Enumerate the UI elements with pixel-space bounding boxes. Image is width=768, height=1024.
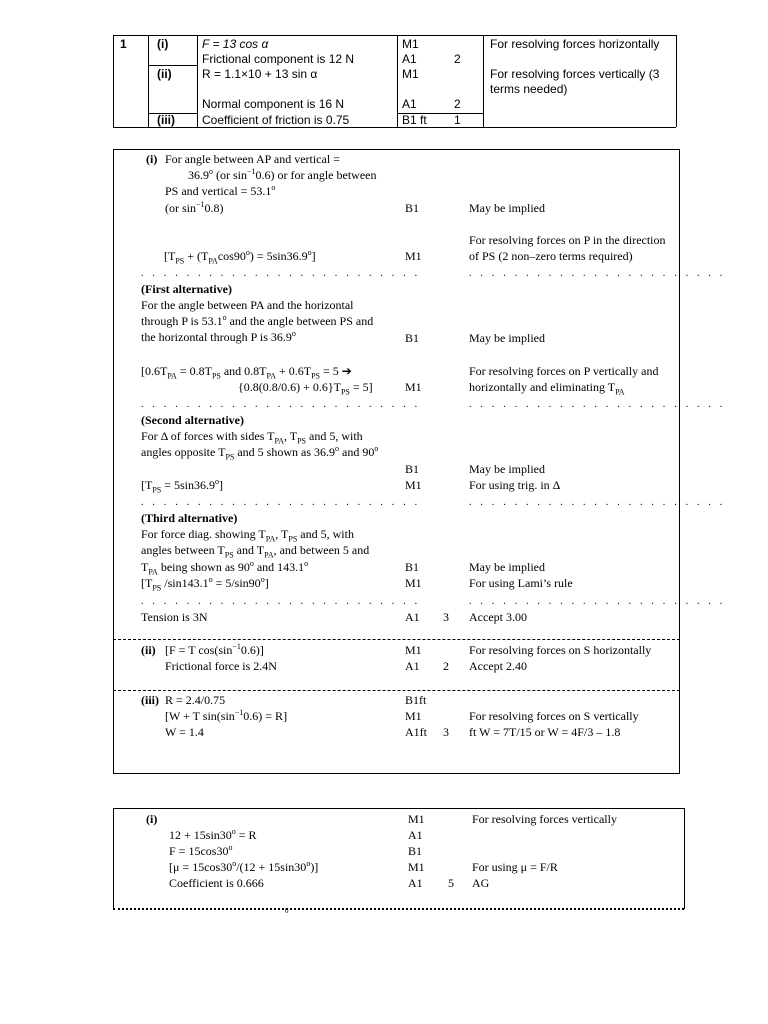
mark-code: M1 [405, 478, 422, 492]
mark-code: B1 [405, 201, 420, 215]
working-line: [F = T $\cos(\sin^{-1}0.6)$] [165, 642, 264, 657]
working-line: F = 13 cos α [202, 37, 269, 51]
stray-mark: 0 [285, 907, 289, 915]
dotted-separator: . . . . . . . . . . . . . . . . . . . . . . . [469, 497, 726, 508]
working-line: $12 + 15\sin 30^o = R$ [169, 827, 257, 842]
working-line: PS and vertical = $53.1^o$ [165, 183, 276, 198]
mark-code: B1 ft [402, 113, 427, 127]
working-line: R = 2.4/0.75 [165, 693, 226, 707]
working-line: For Δ of forces with sides $T_{PA}$, $T_{PS}$ and 5, with [141, 429, 363, 446]
mark-code: M1 [408, 860, 425, 874]
comment: May be implied [469, 462, 545, 476]
part-label-iii: (iii) [141, 693, 159, 707]
mark-code: M1 [408, 812, 425, 826]
working-line: angles opposite $T_{PS}$ and 5 shown as 36.9$^o$ and 90$^o$ [141, 444, 379, 462]
question-number: 1 [120, 37, 127, 51]
mark-code: M1 [402, 67, 419, 81]
working-line: For force diag. showing $T_{PA}$, $T_{PS}$ and 5, with [141, 527, 354, 544]
mark-code: A1ft [405, 725, 427, 739]
mark-code: M1 [405, 576, 422, 590]
mark-code: B1 [405, 462, 420, 476]
working-line: $[\mu = 15\cos 30^o/(12 + 15\sin 30^o)]$ [169, 859, 319, 874]
comment: For resolving forces on S vertically [469, 709, 639, 723]
mark-code: A1 [405, 610, 420, 624]
part-label-i: (i) [146, 812, 158, 826]
working-line: $\{0.8(0.8/0.6) + 0.6\}T_{PS} = 5$] [238, 380, 373, 397]
alternative-heading: (Second alternative) [141, 413, 244, 427]
mark-code: A1 [402, 97, 417, 111]
comment: For resolving forces horizontally [490, 37, 660, 51]
comment: May be implied [469, 331, 545, 345]
working-line: $F = 15\cos 30^o$ [169, 843, 233, 858]
comment: May be implied [469, 201, 545, 215]
dotted-separator: . . . . . . . . . . . . . . . . . . . . . . . . . [141, 497, 421, 508]
working-line: R = 1.1×10 + 13 sin α [202, 67, 318, 81]
mark-code: B1 [408, 844, 423, 858]
comment: Accept 3.00 [469, 610, 527, 624]
part-label-ii: (ii) [141, 643, 156, 657]
working-line: For angle between AP and vertical = [165, 152, 340, 166]
mark-code: B1 [405, 560, 420, 574]
mark-total: 3 [443, 725, 449, 739]
mark-code: A1 [408, 876, 423, 890]
comment: For using Lami’s rule [469, 576, 573, 590]
working-line: Coefficient of friction is 0.75 [202, 113, 350, 127]
working-line: $T_{PA}$ being shown as 90$^o$ and 143.1$^o$ [141, 559, 309, 577]
mark-code: M1 [405, 249, 422, 263]
alternative-heading: (Third alternative) [141, 511, 238, 525]
working-line: [$0.6T_{PA} = 0.8T_{PS}$ and $0.8T_{PA} + 0.6T_{PS} = 5$ ➔ [141, 364, 352, 381]
mark-code: A1 [408, 828, 423, 842]
working-line: through P is 53.1$^o$ and the angle between PS and [141, 313, 374, 328]
working-line: Frictional component is 12 N [202, 52, 355, 66]
mark-total: 3 [443, 610, 449, 624]
part-label-i: (i) [157, 37, 169, 51]
mark-total: 5 [448, 876, 454, 890]
comment: horizontally and eliminating $T_{PA}$ [469, 380, 625, 397]
mark-code: B1 [405, 331, 420, 345]
working-line: [$T_{PS}$ $/\sin 143.1^o = 5/\sin 90^o$] [141, 575, 269, 593]
comment: For resolving forces on P in the direction [469, 233, 666, 247]
comment: For resolving forces vertically [472, 812, 617, 826]
comment: For resolving forces on P vertically and [469, 364, 659, 378]
mark-total: 2 [443, 659, 449, 673]
part-label-ii: (ii) [157, 67, 172, 81]
comment: May be implied [469, 560, 545, 574]
dotted-separator: . . . . . . . . . . . . . . . . . . . . . . . . . [141, 268, 421, 279]
mark-code: M1 [402, 37, 419, 51]
comment: For resolving forces vertically (3 [490, 67, 660, 81]
dotted-separator: . . . . . . . . . . . . . . . . . . . . . . . [469, 596, 726, 607]
dotted-separator: . . . . . . . . . . . . . . . . . . . . . . . [469, 268, 726, 279]
mark-total: 2 [454, 52, 461, 66]
comment: Accept 2.40 [469, 659, 527, 673]
working-line: Coefficient is 0.666 [169, 876, 264, 890]
working-line: $[T_{PS} = 5\sin 36.9^o]$ [141, 477, 224, 495]
mark-total: 2 [454, 97, 461, 111]
mark-code: M1 [405, 709, 422, 723]
comment: terms needed) [490, 82, 568, 96]
part-label-i: (i) [146, 152, 158, 166]
working-line: Normal component is 16 N [202, 97, 345, 111]
mark-code: B1ft [405, 693, 427, 707]
mark-code: M1 [405, 643, 422, 657]
dotted-separator: . . . . . . . . . . . . . . . . . . . . . . . . . [141, 596, 421, 607]
mark-code: A1 [402, 52, 417, 66]
working-line: Tension is 3N [141, 610, 208, 624]
alternative-heading: (First alternative) [141, 282, 232, 296]
working-line: For the angle between PA and the horizontal [141, 298, 354, 312]
comment: For using trig. in Δ [469, 478, 561, 492]
comment: For using μ = F/R [472, 860, 558, 874]
working-line: $[T_{PS} + (T_{PA}\cos 90^o) = 5\sin 36.9^o]$ [164, 248, 316, 266]
mark-code: M1 [405, 380, 422, 394]
working-line: the horizontal through P is 36.9$^o$ [141, 329, 296, 344]
comment: ft W = 7T/15 or W = 4F/3 – 1.8 [469, 725, 621, 739]
working-line: [W + T $\sin(\sin^{-1}0.6) = R$] [165, 708, 288, 723]
mark-code: A1 [405, 659, 420, 673]
comment: AG [472, 876, 490, 890]
dotted-separator: . . . . . . . . . . . . . . . . . . . . . . . . . [141, 399, 421, 410]
working-line: (or $\sin^{-1}0.8$) [165, 200, 224, 215]
mark-total: 1 [454, 113, 461, 127]
working-line: angles between $T_{PS}$ and $T_{PA}$, and between 5 and [141, 543, 370, 560]
comment: For resolving forces on S horizontally [469, 643, 652, 657]
working-line: Frictional force is 2.4N [165, 659, 277, 673]
part-label-iii: (iii) [157, 113, 175, 127]
dotted-separator: . . . . . . . . . . . . . . . . . . . . . . . [469, 399, 726, 410]
working-line: 36.9$^o$ (or $\sin^{-1}0.6$) or for angle between [188, 167, 377, 182]
working-line: W = 1.4 [165, 725, 204, 739]
comment: of PS (2 non–zero terms required) [469, 249, 633, 263]
